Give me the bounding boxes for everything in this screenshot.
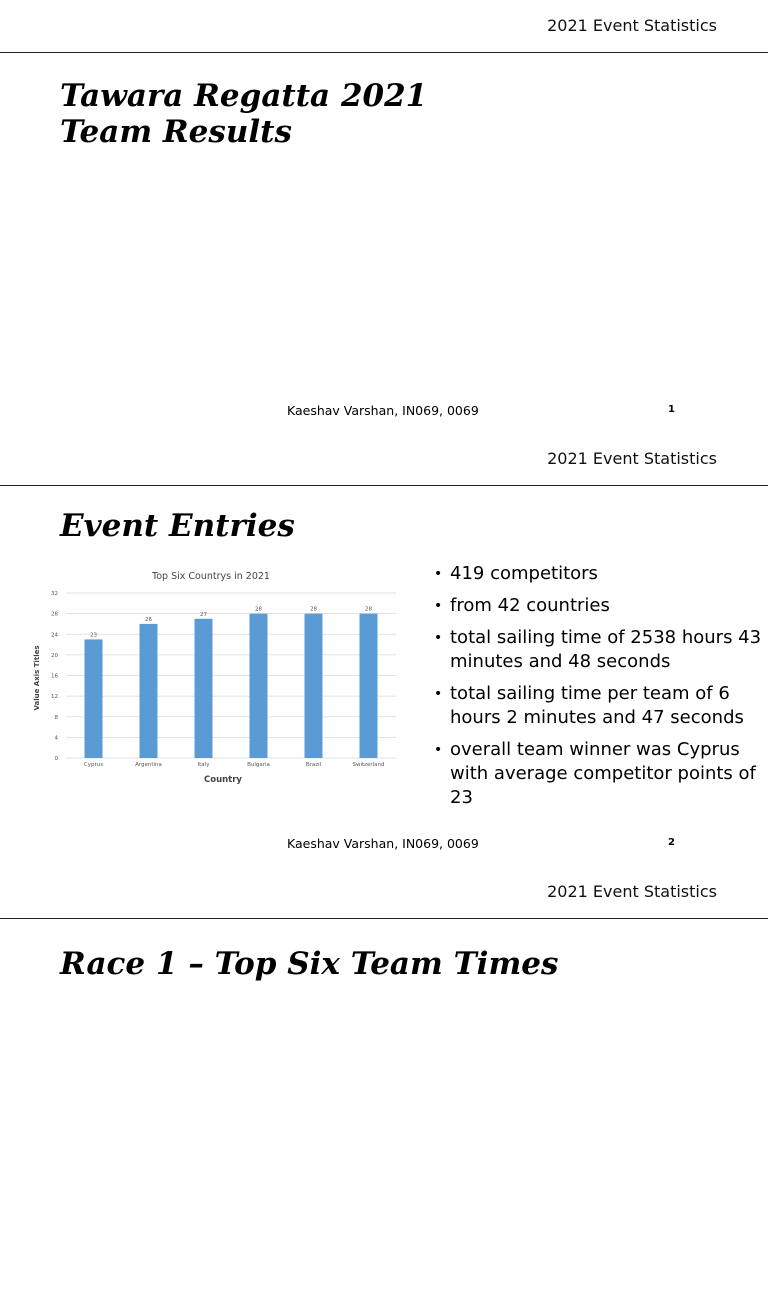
bar-chart — [24, 560, 408, 800]
bar — [140, 624, 158, 758]
x-tick-label: Argentina — [135, 762, 162, 768]
bullet-text: 419 competitors — [450, 563, 598, 584]
slide-header: 2021 Event Statistics — [547, 449, 717, 468]
gridlines — [66, 593, 396, 758]
data-label: 28 — [310, 606, 317, 613]
slide-1 — [0, 0, 768, 433]
bullet-icon: • — [434, 742, 443, 758]
data-label: 28 — [365, 606, 372, 613]
data-label: 27 — [200, 611, 207, 618]
chart-title: Top Six Countrys in 2021 — [152, 571, 270, 582]
bullet-text: total sailing time of 2538 hours 43 minutes and 48 seconds — [450, 627, 762, 672]
title-line-1: Tawara Regatta 2021 — [60, 78, 428, 114]
bar — [250, 614, 268, 758]
x-tick-label: Cyprus — [83, 762, 104, 768]
bar — [85, 639, 103, 758]
y-tick-label: 8 — [54, 714, 58, 721]
bullet-text: overall team winner was Cyprus with average competitor points of 23 — [450, 739, 756, 808]
slide-footer: Kaeshav Varshan, IN069, 0069 — [287, 836, 479, 851]
y-tick-label: 16 — [51, 673, 58, 680]
header-divider — [0, 918, 768, 919]
bullet-text: from 42 countries — [450, 595, 610, 616]
y-tick-label: 12 — [51, 694, 58, 701]
x-axis-label: Country — [204, 775, 242, 785]
x-tick-label: Bulgaria — [247, 762, 270, 768]
data-labels — [90, 607, 372, 639]
x-tick-labels — [84, 762, 385, 768]
header-divider — [0, 52, 768, 53]
chart-canvas — [24, 560, 408, 800]
y-tick-label: 28 — [51, 611, 58, 618]
bars — [85, 611, 378, 758]
y-tick-label: 24 — [51, 632, 58, 639]
header-divider — [0, 485, 768, 486]
y-tick-labels — [51, 591, 59, 762]
x-tick-label: Switzerland — [352, 762, 385, 768]
data-label: 26 — [145, 616, 152, 623]
page-number: 1 — [668, 404, 675, 415]
title-line-2: Team Results — [60, 114, 292, 150]
slide-footer: Kaeshav Varshan, IN069, 0069 — [287, 403, 479, 418]
bullet-item — [434, 562, 768, 586]
bullet-item — [434, 738, 768, 810]
x-tick-label: Italy — [197, 762, 210, 768]
bullet-item — [434, 626, 768, 674]
y-tick-label: 32 — [51, 591, 58, 597]
page-number: 2 — [668, 837, 675, 848]
bullet-item — [434, 682, 768, 730]
bullet-icon: • — [434, 686, 443, 702]
x-tick-label: Brazil — [305, 762, 322, 768]
bullet-text: total sailing time per team of 6 hours 2 minutes and 47 seconds — [450, 683, 744, 728]
data-label: 28 — [255, 606, 262, 613]
bullet-list — [434, 562, 768, 818]
slide-title: Event Entries — [60, 508, 295, 544]
data-label: 23 — [90, 632, 97, 639]
y-axis-label: Value Axis Titles — [33, 645, 41, 711]
slide-header: 2021 Event Statistics — [547, 882, 717, 901]
bar — [305, 614, 323, 758]
y-tick-label: 0 — [54, 756, 58, 762]
bar — [360, 614, 378, 758]
slide-3 — [0, 866, 768, 1299]
bullet-item — [434, 594, 768, 618]
bullet-icon: • — [434, 598, 443, 614]
bullet-icon: • — [434, 630, 443, 646]
slide-header: 2021 Event Statistics — [547, 16, 717, 35]
bullet-icon: • — [434, 566, 443, 582]
bar — [195, 619, 213, 758]
slide-title: Race 1 – Top Six Team Times — [60, 946, 559, 982]
y-tick-label: 4 — [54, 735, 58, 742]
slide-title — [60, 78, 427, 150]
y-tick-label: 20 — [51, 652, 58, 659]
